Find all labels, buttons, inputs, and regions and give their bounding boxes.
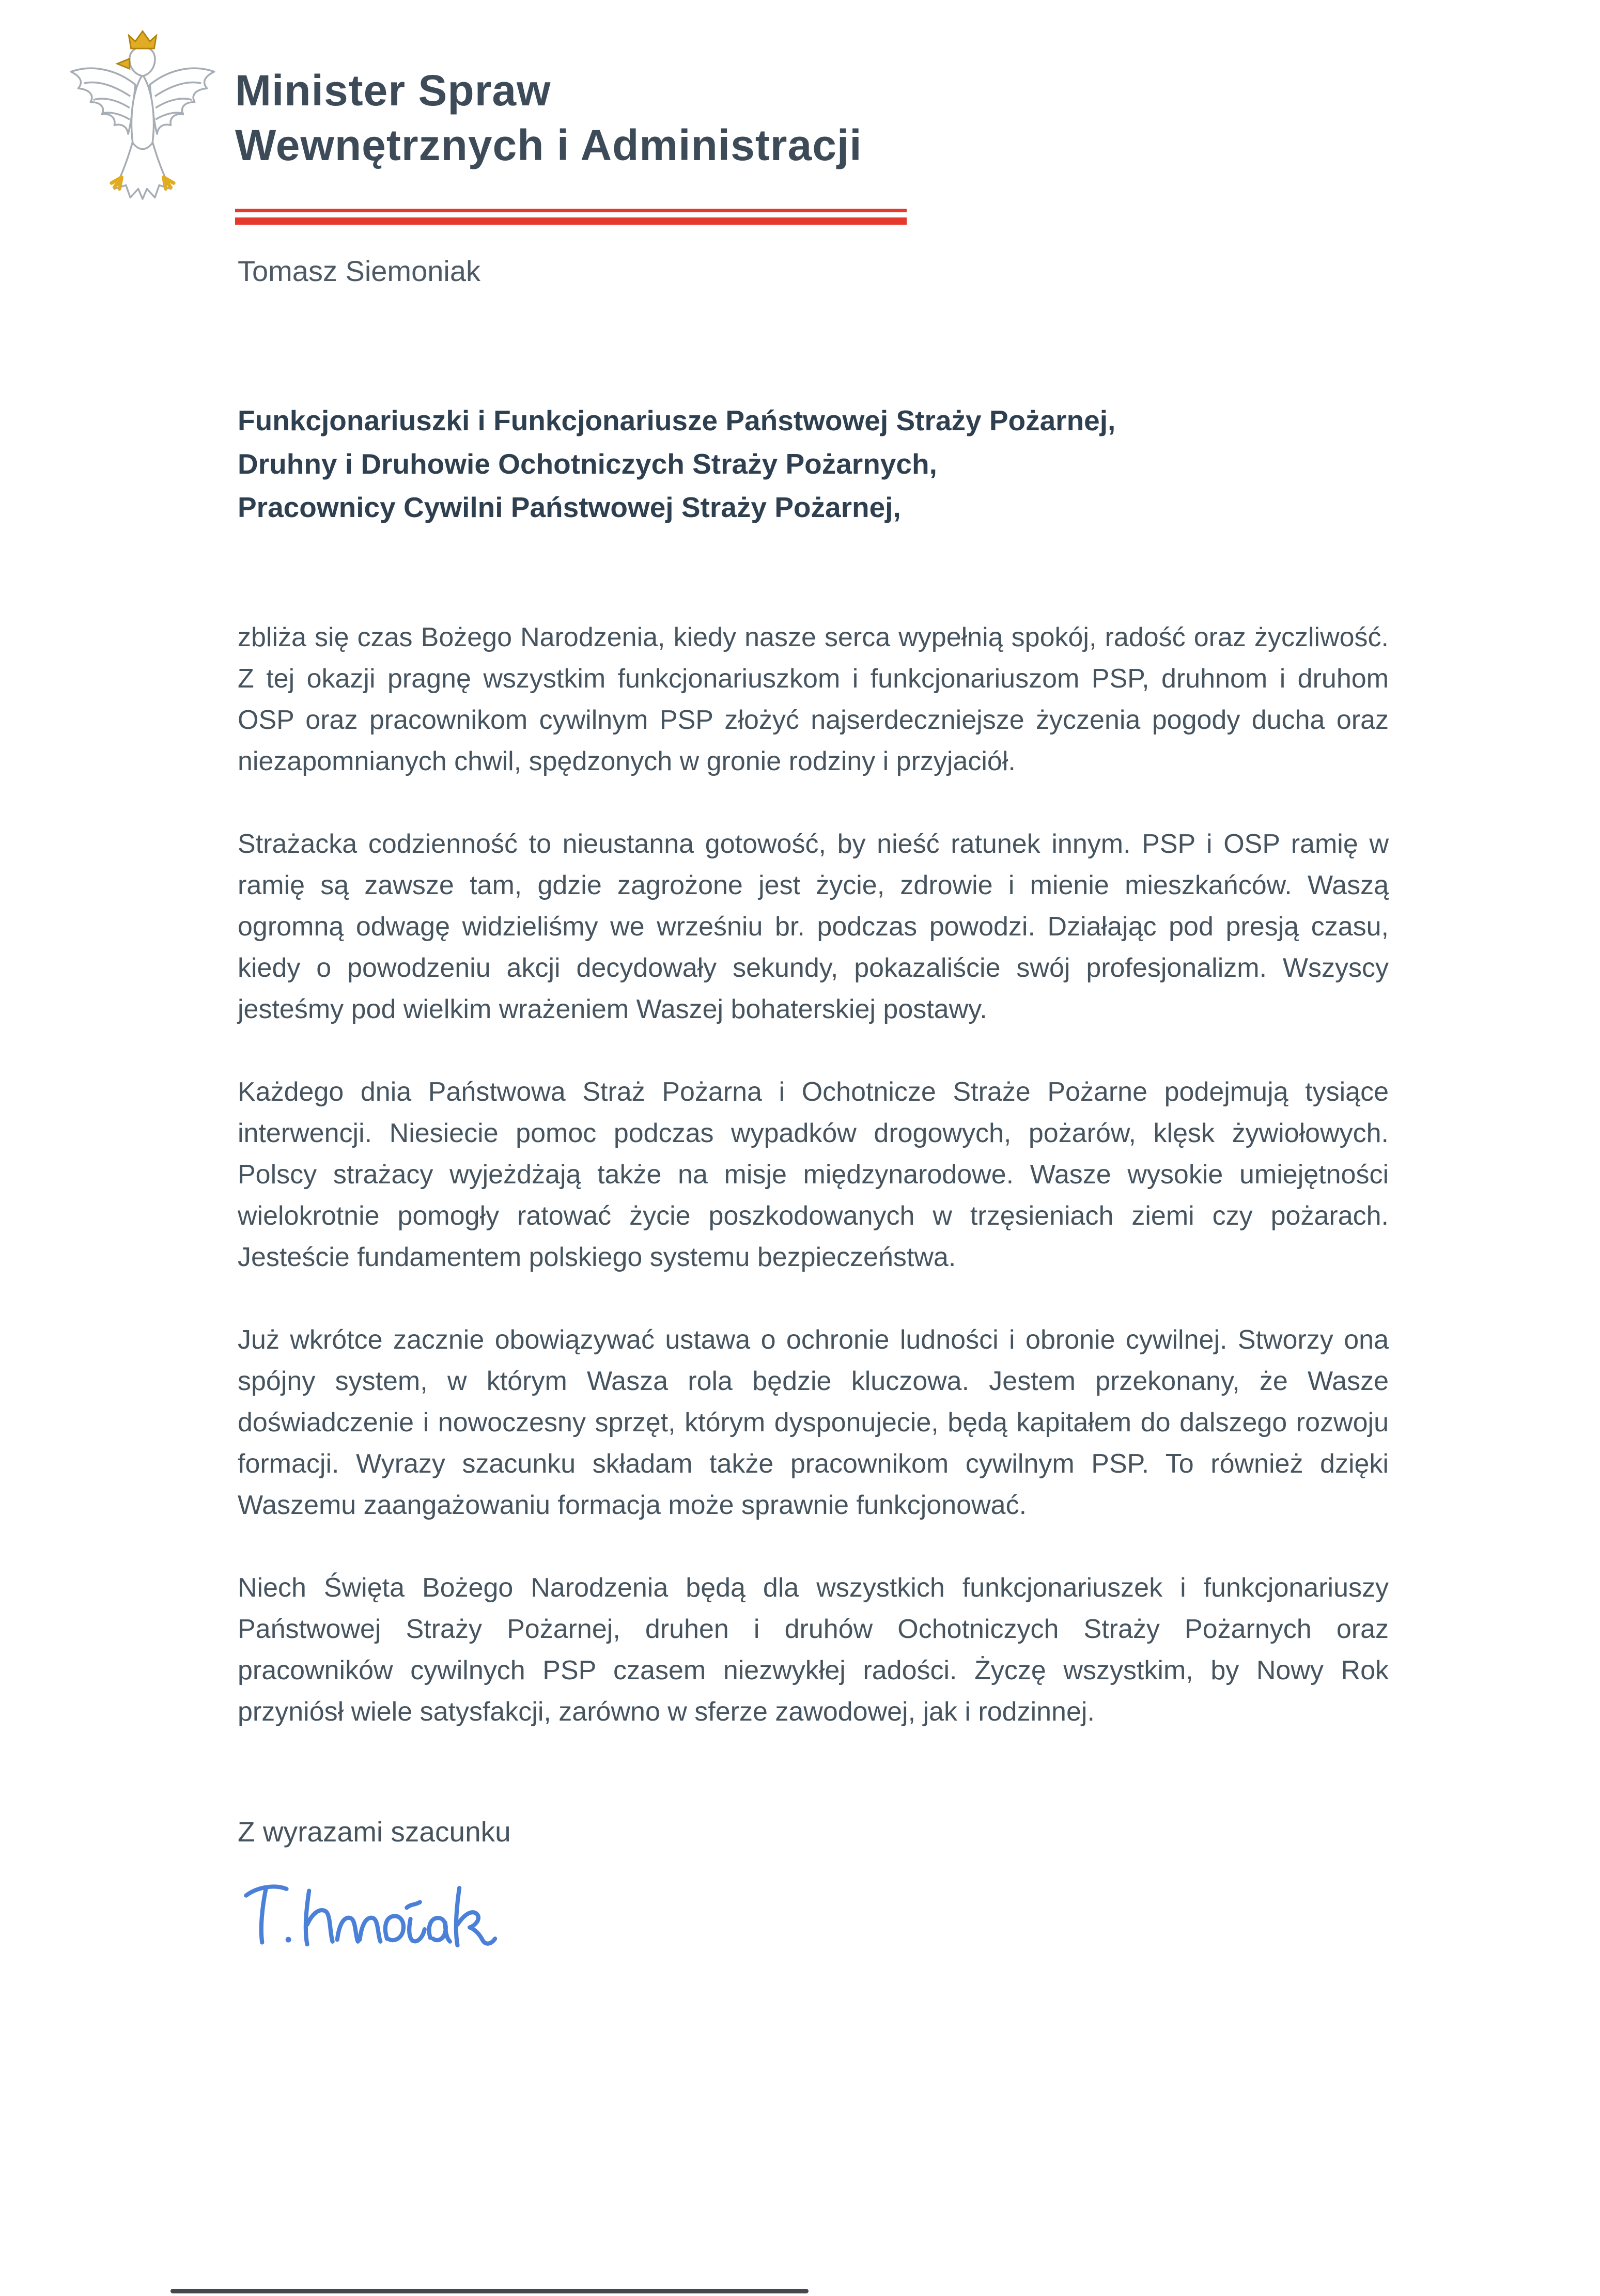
body-paragraph: Każdego dnia Państwowa Straż Pożarna i Ochotnicze Straże Pożarne podejmują tysiące interwencji. Niesiecie pomoc podczas wypadków drogowych, pożarów, klęsk żywiołowych. Polscy strażacy wyjeżdżają także na misje międzynarodowe. Wasze wysokie umiejętności wielokrotnie pomogły ratować życie poszkodowanych w trzęsieniach ziemi czy pożarach. Jesteście fundamentem polskiego systemu bezpieczeństwa. [238,1077,1389,1272]
handwritten-signature [238,1863,568,1966]
salutation-line: Pracownicy Cywilni Państwowej Straży Pożarnej, [238,491,901,523]
valediction: Z wyrazami szacunku [238,1816,511,1848]
ministry-title-line2: Wewnętrznych i Administracji [235,121,862,169]
salutation-block [238,399,1389,529]
red-divider-thick-line [235,217,907,225]
red-divider-gap [235,212,907,217]
body-paragraph: zbliża się czas Bożego Narodzenia, kiedy nasze serca wypełnią spokój, radość oraz życzliwość. Z tej okazji pragnę wszystkim funkcjonariuszkom i funkcjonariuszom PSP, druhnom i druhom OSP oraz pracownikom cywilnym PSP złożyć najserdeczniejsze życzenia pogody ducha oraz niezapomnianych chwil, spędzonych w gronie rodziny i przyjaciół. [238,622,1389,776]
salutation-line: Druhny i Druhowie Ochotniczych Straży Pożarnych, [238,448,937,480]
letter-content [238,399,1389,1966]
body-paragraph: Strażacka codzienność to nieustanna gotowość, by nieść ratunek innym. PSP i OSP ramię w ramię są zawsze tam, gdzie zagrożone jest życie, zdrowie i mienie mieszkańców. Waszą ogromną odwagę widzieliśmy we wrześniu br. podczas powodzi. Działając pod presją czasu, kiedy o powodzeniu akcji decydowały sekundy, pokazaliście swój profesjonalizm. Wszyscy jesteśmy pod wielkim wrażeniem Waszej bohaterskiej postawy. [238,829,1389,1024]
red-divider [235,209,907,225]
scan-artifact-line [170,2289,809,2293]
minister-name: Tomasz Siemoniak [238,255,480,287]
body-paragraph: Już wkrótce zacznie obowiązywać ustawa o ochronie ludności i obronie cywilnej. Stworzy ona spójny system, w którym Wasza rola będzie kluczowa. Jestem przekonany, że Wasze doświadczenie i nowoczesny sprzęt, którym dysponujecie, będą kapitałem do dalszego rozwoju formacji. Wyrazy szacunku składam także pracownikom cywilnym PSP. To również dzięki Waszemu zaangażowaniu formacja może sprawnie funkcjonować. [238,1325,1389,1520]
body-paragraph: Niech Święta Bożego Narodzenia będą dla wszystkich funkcjonariuszek i funkcjonariuszy Państwowej Straży Pożarnej, druhen i druhów Ochotniczych Straży Pożarnych oraz pracowników cywilnych PSP czasem niezwykłej radości. Życzę wszystkim, by Nowy Rok przyniósł wiele satysfakcji, zarówno w sferze zawodowej, jak i rodzinnej. [238,1573,1389,1727]
red-divider-thin-line [235,209,907,212]
salutation-line: Funkcjonariuszki i Funkcjonariusze Państwowej Straży Pożarnej, [238,404,1116,436]
ministry-title-line1: Minister Spraw [235,66,551,115]
ministry-title [235,63,862,173]
polish-eagle-emblem-icon [59,27,226,237]
